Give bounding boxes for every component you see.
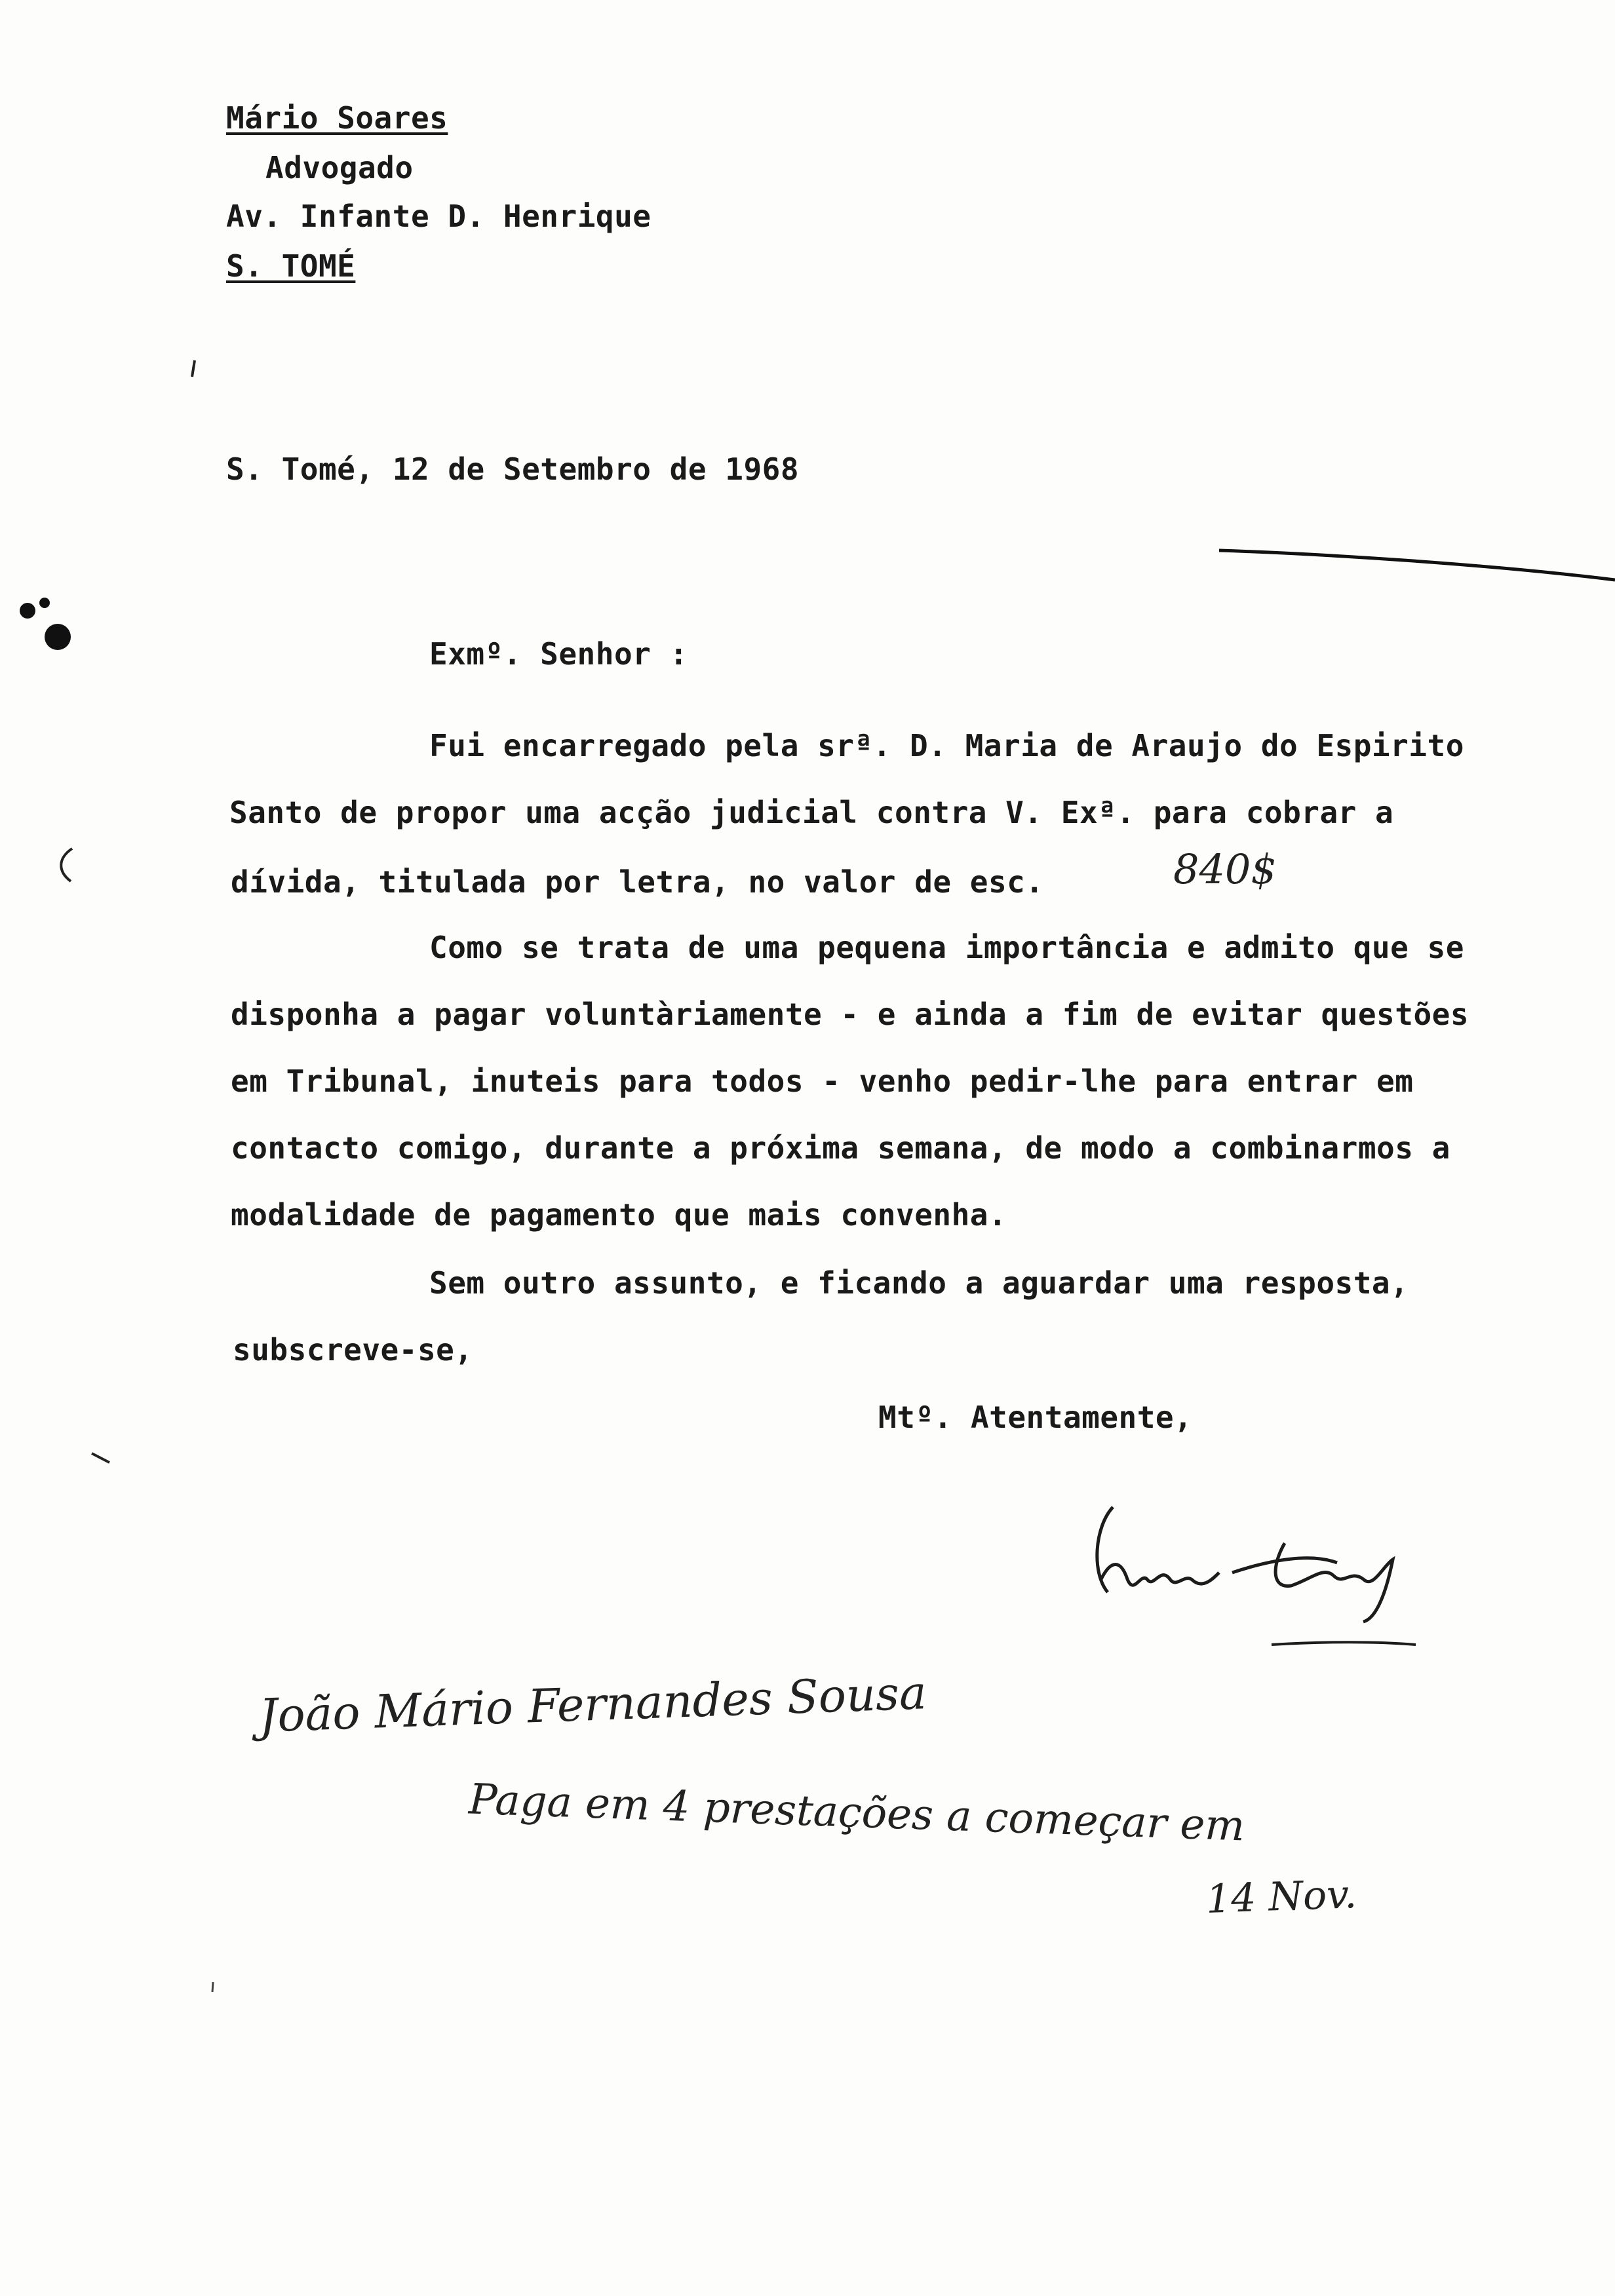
handwritten-note: João Mário Fernandes Sousa — [258, 1666, 927, 1743]
body-line: contacto comigo, durante a próxima semana, de modo a combinarmos a — [231, 1130, 1450, 1166]
closing: Mtº. Atentamente, — [878, 1400, 1193, 1435]
body-line: Santo de propor uma acção judicial contra V. Exª. para cobrar a — [229, 795, 1394, 830]
signature — [1075, 1481, 1442, 1658]
body-line: Fui encarregado pela srª. D. Maria de Araujo do Espirito — [429, 728, 1464, 763]
body-line: subscreve-se, — [233, 1332, 473, 1368]
letterhead-address: Av. Infante D. Henrique — [226, 199, 652, 234]
handwritten-note: 14 Nov. — [1205, 1871, 1358, 1923]
letterhead-city: S. TOMÉ — [226, 248, 356, 284]
body-line: em Tribunal, inuteis para todos - venho pedir-lhe para entrar em — [231, 1063, 1414, 1099]
salutation: Exmº. Senhor : — [429, 636, 688, 672]
letterhead-name: Mário Soares — [226, 100, 448, 136]
body-line: modalidade de pagamento que mais convenha. — [231, 1197, 1007, 1233]
handwritten-amount: 840$ — [1173, 845, 1277, 893]
pen-stroke-mark — [1219, 537, 1615, 590]
letterhead-profession: Advogado — [265, 150, 414, 185]
stray-mark — [187, 357, 200, 383]
body-line: Sem outro assunto, e ficando a aguardar uma resposta, — [429, 1265, 1409, 1301]
ink-blot-mark — [13, 590, 79, 662]
stray-mark — [206, 1979, 220, 1999]
body-line: disponha a pagar voluntàriamente - e ainda a fim de evitar questões — [231, 997, 1469, 1032]
paren-mark — [52, 845, 79, 885]
stray-mark — [88, 1448, 115, 1468]
body-line: Como se trata de uma pequena importância e admito que se — [429, 930, 1464, 965]
body-line: dívida, titulada por letra, no valor de esc. — [231, 864, 1044, 900]
handwritten-note: Paga em 4 prestações a começar em — [468, 1775, 1246, 1851]
date-line: S. Tomé, 12 de Setembro de 1968 — [226, 451, 800, 487]
